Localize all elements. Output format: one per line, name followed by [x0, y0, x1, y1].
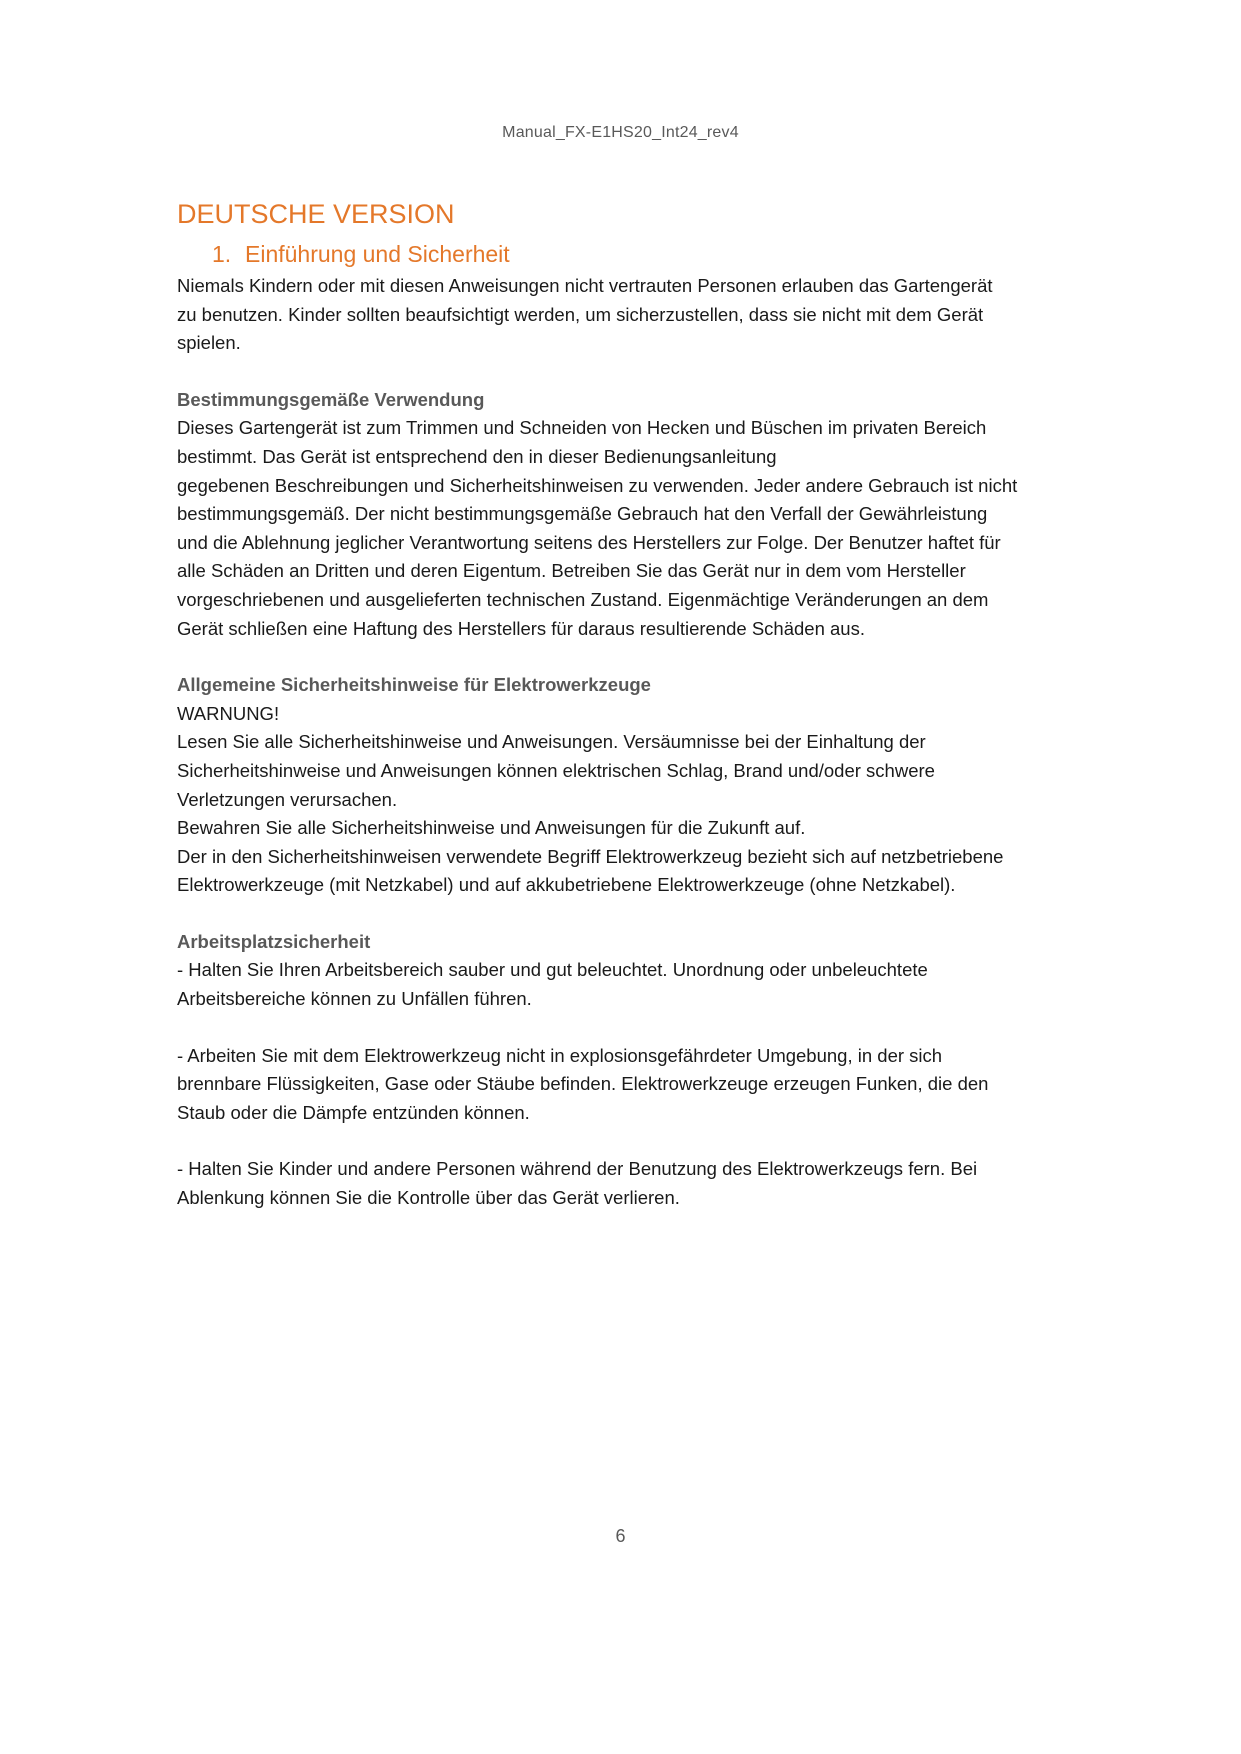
- text-line: Dieses Gartengerät ist zum Trimmen und Schneiden von Hecken und Büschen im privaten Bereich: [177, 417, 987, 439]
- text-line: Sicherheitshinweise und Anweisungen können elektrischen Schlag, Brand und/oder schwere: [177, 759, 935, 781]
- text-line: Niemals Kindern oder mit diesen Anweisungen nicht vertrauten Personen erlauben das Gartengerät: [177, 275, 993, 296]
- text-line: alle Schäden an Dritten und deren Eigentum. Betreiben Sie das Gerät nur in dem vom Hersteller: [177, 560, 966, 582]
- general-safety-paragraph: [177, 700, 1077, 900]
- text-line: vorgeschriebenen und ausgelieferten technischen Zustand. Eigenmächtige Veränderungen an dem: [177, 588, 989, 610]
- text-line: Staub oder die Dämpfe entzünden können.: [177, 1101, 530, 1123]
- warning-label: WARNUNG!: [177, 702, 280, 724]
- text-line: bestimmungsgemäß. Der nicht bestimmungsgemäße Gebrauch hat den Verfall der Gewährleistung: [177, 503, 988, 525]
- intro-paragraph: [177, 272, 1077, 358]
- document-header-filename: Manual_FX-E1HS20_Int24_rev4: [502, 124, 739, 141]
- text-line: - Arbeiten Sie mit dem Elektrowerkzeug nicht in explosionsgefährdeter Umgebung, in der sich: [177, 1044, 943, 1066]
- page-content: [177, 192, 1077, 1213]
- text-line: brennbare Flüssigkeiten, Gase oder Stäube befinden. Elektrowerkzeuge erzeugen Funken, die den: [177, 1073, 989, 1095]
- text-line: Bewahren Sie alle Sicherheitshinweise und Anweisungen für die Zukunft auf.: [177, 817, 806, 839]
- page-number: 6: [615, 1526, 626, 1546]
- section-number: 1.: [212, 241, 232, 267]
- text-line: Arbeitsbereiche können zu Unfällen führen.: [177, 988, 532, 1010]
- section-heading: [212, 236, 1077, 272]
- text-line: spielen.: [177, 332, 241, 354]
- text-line: Verletzungen verursachen.: [177, 788, 398, 810]
- text-line: - Halten Sie Ihren Arbeitsbereich sauber und gut beleuchtet. Unordnung oder unbeleuchtete: [177, 959, 928, 981]
- workplace-safety-item-1: [177, 956, 1077, 1013]
- intended-use-heading: Bestimmungsgemäße Verwendung: [177, 388, 485, 410]
- text-line: Der in den Sicherheitshinweisen verwendete Begriff Elektrowerkzeug bezieht sich auf netzbetriebene: [177, 845, 1004, 867]
- paragraph-gap: [177, 1127, 1077, 1155]
- text-line: Elektrowerkzeuge (mit Netzkabel) und auf akkubetriebene Elektrowerkzeuge (ohne Netzkabel).: [177, 874, 956, 896]
- workplace-safety-item-2: [177, 1042, 1077, 1128]
- paragraph-gap: [177, 1014, 1077, 1042]
- text-line: Lesen Sie alle Sicherheitshinweise und Anweisungen. Versäumnisse bei der Einhaltung der: [177, 731, 926, 753]
- text-line: Gerät schließen eine Haftung des Herstellers für daraus resultierende Schäden aus.: [177, 617, 865, 639]
- workplace-safety-item-3: [177, 1155, 1077, 1212]
- section-title: Einführung und Sicherheit: [245, 241, 510, 267]
- text-line: gegebenen Beschreibungen und Sicherheitshinweisen zu verwenden. Jeder andere Gebrauch ist nicht: [177, 474, 1018, 496]
- general-safety-heading: Allgemeine Sicherheitshinweise für Elektrowerkzeuge: [177, 674, 651, 696]
- text-line: bestimmt. Das Gerät ist entsprechend den in dieser Bedienungsanleitung: [177, 445, 777, 467]
- intended-use-paragraph: [177, 414, 1077, 643]
- text-line: - Halten Sie Kinder und andere Personen während der Benutzung des Elektrowerkzeugs fern. Bei: [177, 1158, 978, 1180]
- document-title: DEUTSCHE VERSION: [177, 199, 455, 229]
- text-line: und die Ablehnung jeglicher Verantwortung seitens des Herstellers zur Folge. Der Benutzer haftet für: [177, 531, 1001, 553]
- text-line: zu benutzen. Kinder sollten beaufsichtigt werden, um sicherzustellen, dass sie nicht mit dem Gerät: [177, 303, 984, 325]
- workplace-safety-heading: Arbeitsplatzsicherheit: [177, 930, 371, 952]
- text-line: Ablenkung können Sie die Kontrolle über das Gerät verlieren.: [177, 1187, 680, 1209]
